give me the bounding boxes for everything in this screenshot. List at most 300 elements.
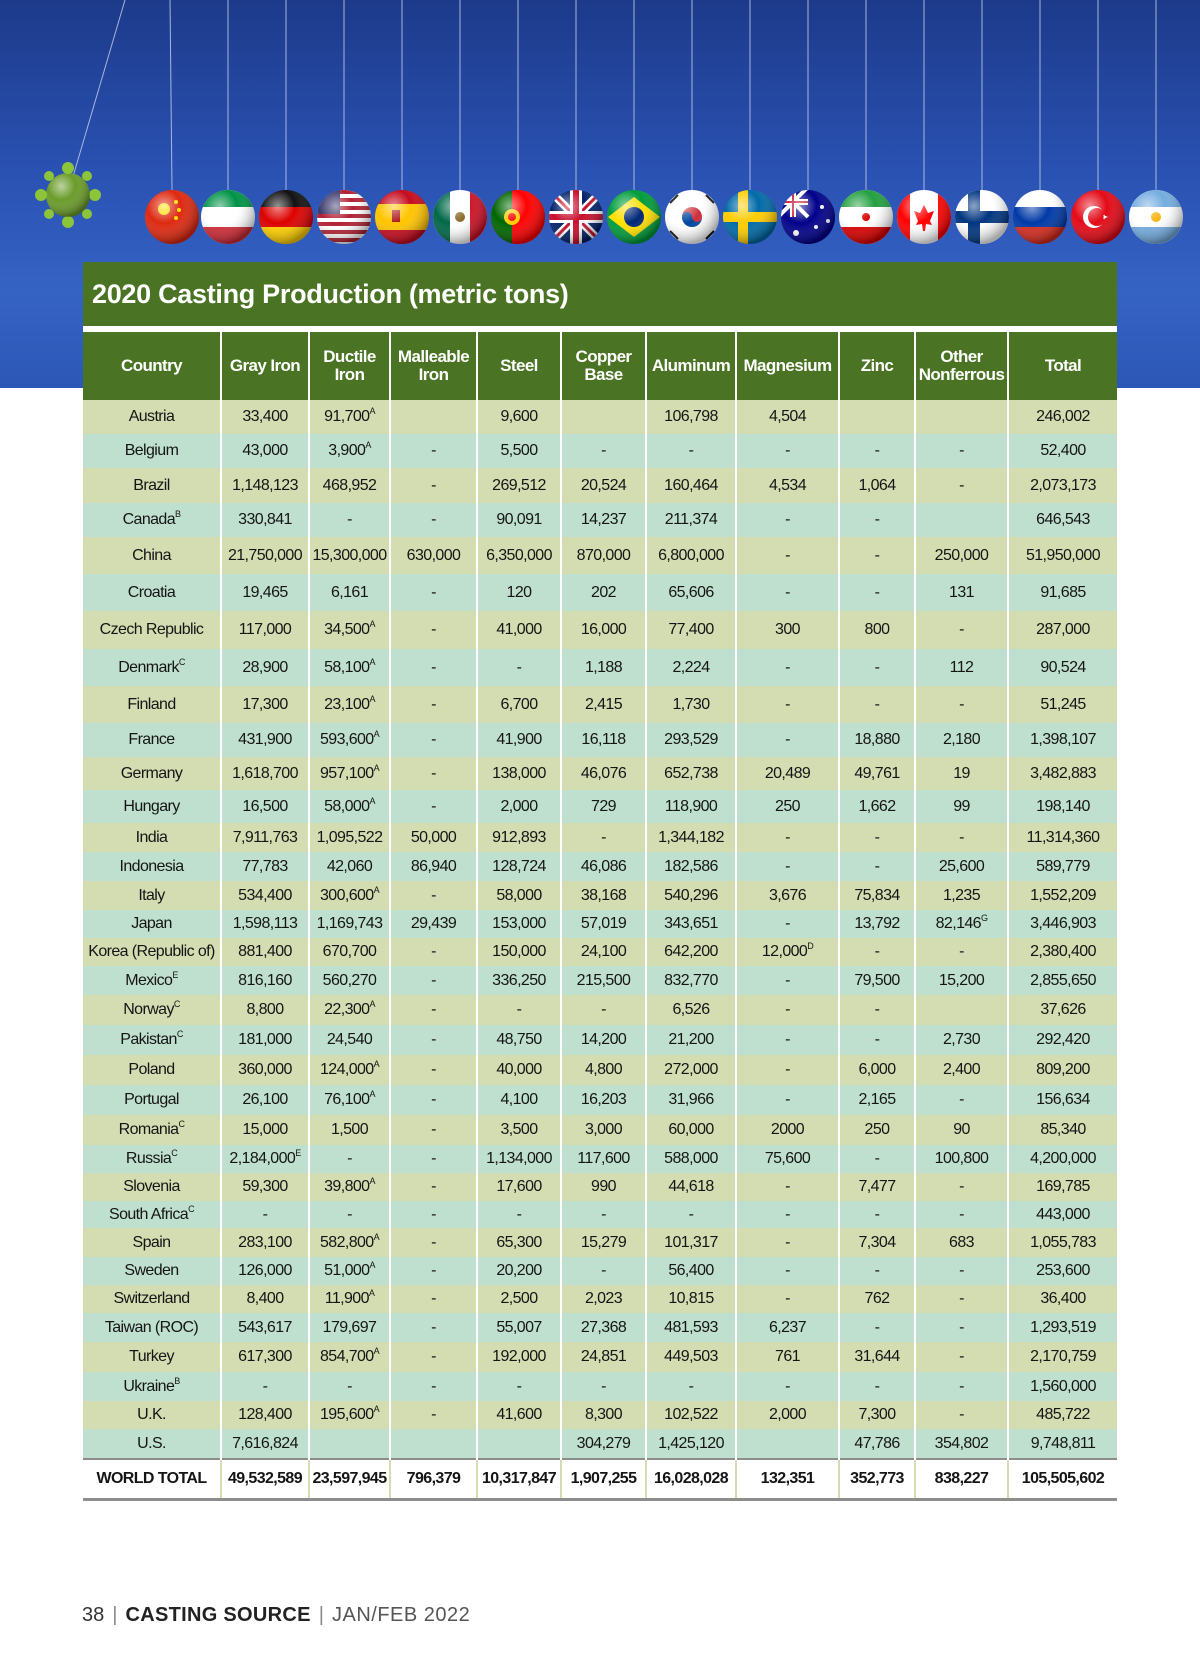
value-cell: 336,250 — [477, 966, 561, 995]
value-cell: 91,685 — [1008, 574, 1117, 611]
value-cell: 126,000 — [221, 1257, 309, 1285]
value-cell: - — [915, 1313, 1008, 1342]
col-header-steel: Steel — [477, 332, 561, 400]
world-total-cell: 23,597,945 — [309, 1459, 390, 1500]
value-cell: $23,100^A$ — [309, 686, 390, 723]
value-cell: 2,730 — [915, 1025, 1008, 1055]
value-cell: 3,446,903 — [1008, 910, 1117, 938]
value-cell: $58,000^A$ — [309, 790, 390, 823]
value-cell: - — [839, 1025, 915, 1055]
value-cell: 10,815 — [646, 1285, 736, 1313]
table-row — [83, 649, 1117, 686]
table-row — [83, 790, 1117, 823]
value-cell — [561, 400, 646, 434]
value-cell: 99 — [915, 790, 1008, 823]
footnote-marker: A — [369, 693, 375, 704]
value-cell: - — [915, 1372, 1008, 1401]
value-cell: 481,593 — [646, 1313, 736, 1342]
value-cell: 6,700 — [477, 686, 561, 723]
table-row — [83, 1372, 1117, 1401]
mexico-flag-icon — [430, 187, 490, 247]
world-total-label: WORLD TOTAL — [83, 1459, 221, 1500]
value-cell: - — [915, 686, 1008, 723]
footnote-marker: A — [373, 1346, 380, 1356]
value-cell: 20,200 — [477, 1257, 561, 1285]
value-cell: - — [561, 995, 646, 1025]
value-cell: 443,000 — [1008, 1201, 1117, 1228]
value-cell: 24,540 — [309, 1025, 390, 1055]
country-cell: Belgium — [83, 434, 221, 468]
table-row — [83, 434, 1117, 468]
value-cell: $300,600^A$ — [309, 881, 390, 910]
value-cell: 7,304 — [839, 1228, 915, 1257]
table-row — [83, 400, 1117, 434]
table-row — [83, 852, 1117, 881]
value-cell: 816,160 — [221, 966, 309, 995]
world-total-cell: 132,351 — [736, 1459, 839, 1500]
value-cell: - — [477, 1201, 561, 1228]
value-cell: - — [390, 574, 477, 611]
value-cell: 59,300 — [221, 1173, 309, 1201]
footer-separator: | — [112, 1604, 118, 1626]
value-cell: 41,900 — [477, 723, 561, 757]
value-cell: 870,000 — [561, 537, 646, 574]
value-cell: - — [390, 611, 477, 649]
value-cell: 300 — [736, 611, 839, 649]
footnote-marker: A — [369, 406, 375, 416]
value-cell: 15,279 — [561, 1228, 646, 1257]
value-cell: - — [390, 1285, 477, 1313]
value-cell: - — [390, 1201, 477, 1228]
value-cell: - — [736, 574, 839, 611]
value-cell — [390, 1429, 477, 1459]
value-cell: - — [736, 723, 839, 757]
value-cell: - — [736, 1025, 839, 1055]
value-cell: 77,400 — [646, 611, 736, 649]
germany-flag-icon — [256, 187, 316, 247]
value-cell: - — [390, 1173, 477, 1201]
footnote-marker: A — [369, 1176, 375, 1186]
country-cell: Finland — [83, 686, 221, 723]
table-row — [83, 686, 1117, 723]
value-cell: - — [736, 434, 839, 468]
table-row — [83, 1145, 1117, 1173]
value-cell: 589,779 — [1008, 852, 1117, 881]
value-cell: 40,000 — [477, 1055, 561, 1085]
value-cell: 14,237 — [561, 503, 646, 537]
value-cell: 19,465 — [221, 574, 309, 611]
value-cell: 182,586 — [646, 852, 736, 881]
value-cell: 25,600 — [915, 852, 1008, 881]
value-cell: 1,169,743 — [309, 910, 390, 938]
value-cell: - — [477, 649, 561, 686]
footnote-marker: B — [174, 1375, 180, 1386]
value-cell: 16,203 — [561, 1085, 646, 1115]
value-cell: 5,500 — [477, 434, 561, 468]
value-cell: - — [221, 1372, 309, 1401]
value-cell: $58,100^A$ — [309, 649, 390, 686]
col-header-malleable-iron: Malleable Iron — [390, 332, 477, 400]
world-total-cell: 1,907,255 — [561, 1459, 646, 1500]
value-cell: - — [915, 434, 1008, 468]
table-body — [83, 400, 1117, 1459]
value-cell: 31,966 — [646, 1085, 736, 1115]
value-cell: 79,500 — [839, 966, 915, 995]
value-cell: 33,400 — [221, 400, 309, 434]
value-cell: 118,900 — [646, 790, 736, 823]
korea-flag-icon — [662, 187, 722, 247]
value-cell: 211,374 — [646, 503, 736, 537]
value-cell: 1,064 — [839, 468, 915, 503]
value-cell: - — [390, 1401, 477, 1429]
value-cell: 1,293,519 — [1008, 1313, 1117, 1342]
value-cell: - — [390, 649, 477, 686]
value-cell: 2,415 — [561, 686, 646, 723]
footnote-marker: A — [369, 619, 375, 629]
value-cell: - — [736, 1055, 839, 1085]
value-cell: 41,600 — [477, 1401, 561, 1429]
value-cell: 809,200 — [1008, 1055, 1117, 1085]
value-cell: 117,000 — [221, 611, 309, 649]
value-cell: 354,802 — [915, 1429, 1008, 1459]
country-cell: Indonesia — [83, 852, 221, 881]
col-header-copper-base: Copper Base — [561, 332, 646, 400]
value-cell: 560,270 — [309, 966, 390, 995]
value-cell: - — [839, 503, 915, 537]
value-cell: 246,002 — [1008, 400, 1117, 434]
table-row — [83, 938, 1117, 966]
value-cell: 9,748,811 — [1008, 1429, 1117, 1459]
world-total-cell: 838,227 — [915, 1459, 1008, 1500]
virus-icon — [35, 162, 101, 228]
table-row — [83, 574, 1117, 611]
country-cell: Canada$^B$ — [83, 503, 221, 537]
table-row — [83, 1055, 1117, 1085]
value-cell: - — [390, 1145, 477, 1173]
value-cell: 56,400 — [646, 1257, 736, 1285]
value-cell: 153,000 — [477, 910, 561, 938]
value-cell: - — [839, 1372, 915, 1401]
value-cell: - — [736, 966, 839, 995]
argentina-flag-icon — [1126, 187, 1186, 247]
value-cell: 293,529 — [646, 723, 736, 757]
footnote-marker: C — [176, 1029, 183, 1039]
value-cell: 131 — [915, 574, 1008, 611]
value-cell: - — [477, 1372, 561, 1401]
table-header-row — [83, 332, 1117, 400]
country-cell: Denmark$^C$ — [83, 649, 221, 686]
value-cell: 283,100 — [221, 1228, 309, 1257]
country-cell: South Africa$^C$ — [83, 1201, 221, 1228]
value-cell: 250 — [839, 1115, 915, 1145]
value-cell: 272,000 — [646, 1055, 736, 1085]
value-cell: 2000 — [736, 1115, 839, 1145]
value-cell — [915, 400, 1008, 434]
value-cell: 6,237 — [736, 1313, 839, 1342]
value-cell: 102,522 — [646, 1401, 736, 1429]
value-cell: - — [736, 1228, 839, 1257]
value-cell: - — [915, 823, 1008, 852]
value-cell: 1,560,000 — [1008, 1372, 1117, 1401]
value-cell: - — [646, 1201, 736, 1228]
value-cell: 100,800 — [915, 1145, 1008, 1173]
value-cell: - — [736, 537, 839, 574]
footnote-marker: A — [369, 999, 375, 1009]
table-row — [83, 910, 1117, 938]
country-cell: Czech Republic — [83, 611, 221, 649]
value-cell: 38,168 — [561, 881, 646, 910]
value-cell: 287,000 — [1008, 611, 1117, 649]
world-total-cell: 796,379 — [390, 1459, 477, 1500]
value-cell: 250,000 — [915, 537, 1008, 574]
value-cell: 86,940 — [390, 852, 477, 881]
country-cell: France — [83, 723, 221, 757]
value-cell: 8,400 — [221, 1285, 309, 1313]
value-cell: 2,023 — [561, 1285, 646, 1313]
country-cell: Hungary — [83, 790, 221, 823]
footnote-marker: D — [807, 941, 814, 951]
value-cell: 57,019 — [561, 910, 646, 938]
value-cell: 16,118 — [561, 723, 646, 757]
value-cell — [915, 995, 1008, 1025]
country-cell: Mexico$^E$ — [83, 966, 221, 995]
value-cell: 120 — [477, 574, 561, 611]
value-cell: - — [477, 995, 561, 1025]
world-total-cell: 49,532,589 — [221, 1459, 309, 1500]
value-cell: 4,100 — [477, 1085, 561, 1115]
value-cell: 1,055,783 — [1008, 1228, 1117, 1257]
value-cell: 14,200 — [561, 1025, 646, 1055]
russia-flag-icon — [1010, 187, 1070, 247]
col-header-country: Country — [83, 332, 221, 400]
uk-flag-icon — [546, 187, 606, 247]
value-cell: - — [561, 1201, 646, 1228]
value-cell: 13,792 — [839, 910, 915, 938]
value-cell: $195,600^A$ — [309, 1401, 390, 1429]
footnote-marker: A — [373, 762, 380, 773]
canada-flag-icon — [894, 187, 954, 247]
footnote-marker: A — [369, 656, 375, 667]
value-cell: - — [915, 468, 1008, 503]
value-cell: - — [839, 686, 915, 723]
value-cell: - — [561, 1372, 646, 1401]
value-cell: 156,634 — [1008, 1085, 1117, 1115]
value-cell: - — [736, 649, 839, 686]
value-cell: 112 — [915, 649, 1008, 686]
value-cell: 304,279 — [561, 1429, 646, 1459]
value-cell: - — [915, 611, 1008, 649]
value-cell: 4,200,000 — [1008, 1145, 1117, 1173]
table-row — [83, 1342, 1117, 1372]
magazine-name: CASTING SOURCE — [125, 1604, 311, 1626]
value-cell — [839, 400, 915, 434]
world-total-row — [83, 1459, 1117, 1500]
value-cell: 75,600 — [736, 1145, 839, 1173]
value-cell: 15,000 — [221, 1115, 309, 1145]
value-cell: 215,500 — [561, 966, 646, 995]
col-header-aluminum: Aluminum — [646, 332, 736, 400]
table-row — [83, 1401, 1117, 1429]
value-cell: 1,598,113 — [221, 910, 309, 938]
value-cell: 16,500 — [221, 790, 309, 823]
value-cell: $2,184,000^E$ — [221, 1145, 309, 1173]
value-cell: $12,000^D$ — [736, 938, 839, 966]
value-cell: 1,188 — [561, 649, 646, 686]
value-cell: 17,300 — [221, 686, 309, 723]
footnote-marker: A — [373, 729, 380, 739]
country-cell: Korea (Republic of) — [83, 938, 221, 966]
footnote-marker: C — [173, 999, 180, 1009]
value-cell: 50,000 — [390, 823, 477, 852]
value-cell: - — [390, 790, 477, 823]
value-cell: 51,245 — [1008, 686, 1117, 723]
footnote-marker: A — [373, 1231, 380, 1242]
country-cell: Italy — [83, 881, 221, 910]
value-cell: 65,300 — [477, 1228, 561, 1257]
value-cell: 2,165 — [839, 1085, 915, 1115]
footnote-marker: E — [295, 1148, 301, 1158]
value-cell: 77,783 — [221, 852, 309, 881]
value-cell: 250 — [736, 790, 839, 823]
world-total-cell: 352,773 — [839, 1459, 915, 1500]
value-cell: 20,489 — [736, 757, 839, 790]
value-cell: 642,200 — [646, 938, 736, 966]
country-cell: Switzerland — [83, 1285, 221, 1313]
value-cell: 46,086 — [561, 852, 646, 881]
production-table — [83, 332, 1117, 1501]
value-cell: 47,786 — [839, 1429, 915, 1459]
value-cell: 49,761 — [839, 757, 915, 790]
value-cell: 117,600 — [561, 1145, 646, 1173]
table-row — [83, 723, 1117, 757]
value-cell: 800 — [839, 611, 915, 649]
value-cell: 24,100 — [561, 938, 646, 966]
country-cell: Spain — [83, 1228, 221, 1257]
country-cell: Pakistan$^C$ — [83, 1025, 221, 1055]
country-cell: Germany — [83, 757, 221, 790]
table-row — [83, 611, 1117, 649]
value-cell: 7,911,763 — [221, 823, 309, 852]
value-cell: 202 — [561, 574, 646, 611]
value-cell: $593,600^A$ — [309, 723, 390, 757]
country-cell: Sweden — [83, 1257, 221, 1285]
table-row — [83, 1025, 1117, 1055]
value-cell: 51,950,000 — [1008, 537, 1117, 574]
footnote-marker: B — [175, 509, 181, 519]
country-cell: Croatia — [83, 574, 221, 611]
value-cell: - — [390, 1055, 477, 1085]
value-cell: - — [646, 434, 736, 468]
value-cell: 343,651 — [646, 910, 736, 938]
value-cell: 1,148,123 — [221, 468, 309, 503]
value-cell: - — [390, 1257, 477, 1285]
value-cell: 21,200 — [646, 1025, 736, 1055]
country-cell: Turkey — [83, 1342, 221, 1372]
footnote-marker: E — [172, 969, 178, 980]
value-cell: 128,724 — [477, 852, 561, 881]
value-cell: 27,368 — [561, 1313, 646, 1342]
table-row — [83, 537, 1117, 574]
country-cell: Russia$^C$ — [83, 1145, 221, 1173]
value-cell: 18,880 — [839, 723, 915, 757]
value-cell: 2,170,759 — [1008, 1342, 1117, 1372]
value-cell: 762 — [839, 1285, 915, 1313]
country-cell: Japan — [83, 910, 221, 938]
portugal-flag-icon — [488, 187, 548, 247]
value-cell: $76,100^A$ — [309, 1085, 390, 1115]
value-cell: $82,146^G$ — [915, 910, 1008, 938]
turkey-flag-icon — [1068, 187, 1128, 247]
value-cell: 46,076 — [561, 757, 646, 790]
value-cell: 85,340 — [1008, 1115, 1117, 1145]
value-cell: 4,504 — [736, 400, 839, 434]
value-cell: 7,477 — [839, 1173, 915, 1201]
value-cell: $34,500^A$ — [309, 611, 390, 649]
value-cell: 2,224 — [646, 649, 736, 686]
value-cell: - — [839, 434, 915, 468]
value-cell: 42,060 — [309, 852, 390, 881]
value-cell: - — [390, 468, 477, 503]
footnote-marker: A — [373, 884, 380, 895]
value-cell: 181,000 — [221, 1025, 309, 1055]
table-row — [83, 1173, 1117, 1201]
value-cell: 179,697 — [309, 1313, 390, 1342]
value-cell: - — [390, 723, 477, 757]
value-cell: - — [839, 649, 915, 686]
footnote-marker: A — [368, 1288, 375, 1298]
value-cell: 729 — [561, 790, 646, 823]
value-cell: - — [736, 852, 839, 881]
value-cell: 485,722 — [1008, 1401, 1117, 1429]
value-cell: 2,400 — [915, 1055, 1008, 1085]
value-cell: 106,798 — [646, 400, 736, 434]
value-cell: 881,400 — [221, 938, 309, 966]
table-row — [83, 503, 1117, 537]
value-cell: - — [390, 1342, 477, 1372]
table-row — [83, 966, 1117, 995]
value-cell: - — [839, 995, 915, 1025]
page-number: 38 — [82, 1604, 105, 1626]
value-cell: - — [736, 1257, 839, 1285]
world-total-cell: 105,505,602 — [1008, 1459, 1117, 1500]
value-cell: 534,400 — [221, 881, 309, 910]
value-cell: 1,730 — [646, 686, 736, 723]
value-cell: 292,420 — [1008, 1025, 1117, 1055]
value-cell: 101,317 — [646, 1228, 736, 1257]
value-cell: 1,095,522 — [309, 823, 390, 852]
footnote-marker: A — [373, 1404, 380, 1414]
value-cell: 912,893 — [477, 823, 561, 852]
value-cell — [736, 1429, 839, 1459]
value-cell: 65,606 — [646, 574, 736, 611]
table-row — [83, 1257, 1117, 1285]
world-total-cell: 10,317,847 — [477, 1459, 561, 1500]
country-cell: Romania$^C$ — [83, 1115, 221, 1145]
production-table-block — [83, 262, 1117, 1501]
value-cell: - — [390, 434, 477, 468]
value-cell: 90 — [915, 1115, 1008, 1145]
footer-separator: | — [318, 1604, 324, 1626]
country-cell: Poland — [83, 1055, 221, 1085]
value-cell: - — [646, 1372, 736, 1401]
value-cell: 169,785 — [1008, 1173, 1117, 1201]
footnote-marker: A — [373, 1059, 380, 1069]
table-title: 2020 Casting Production (metric tons) — [83, 262, 1117, 326]
value-cell: 3,482,883 — [1008, 757, 1117, 790]
value-cell: - — [839, 1145, 915, 1173]
value-cell: - — [736, 1372, 839, 1401]
table-row — [83, 757, 1117, 790]
